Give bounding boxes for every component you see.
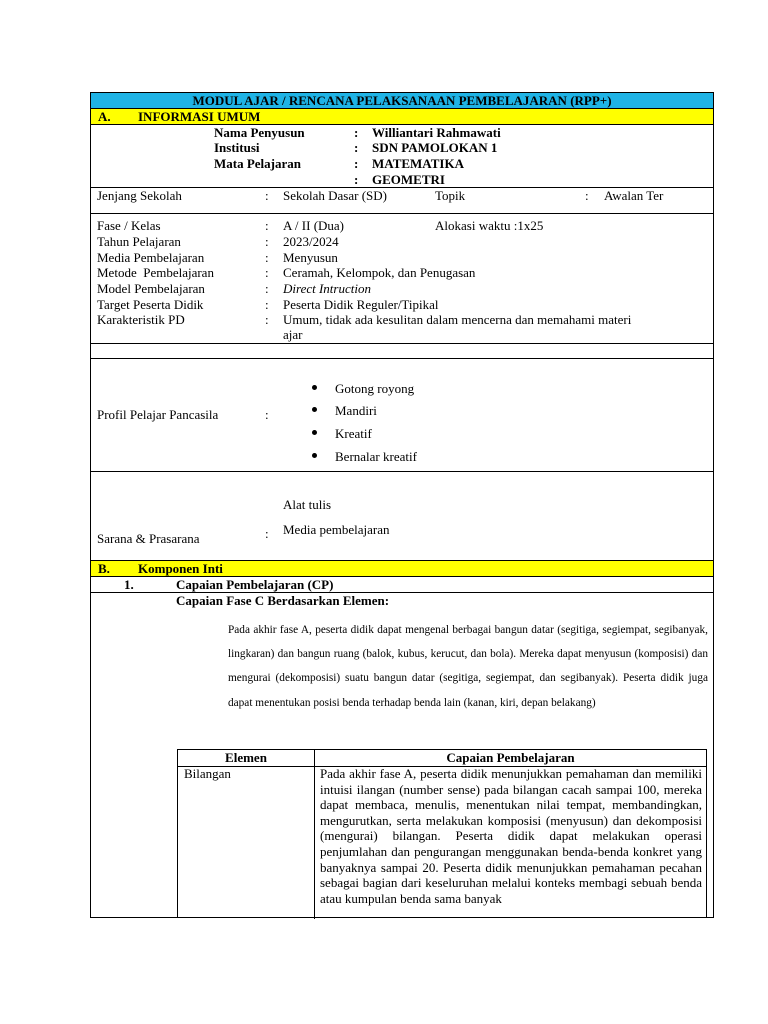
table-header-elemen: Elemen <box>225 750 267 765</box>
jenjang-row <box>91 188 713 214</box>
nama-penyusun-sep: : <box>354 125 359 140</box>
media-sep: : <box>265 250 269 265</box>
profil-label: Profil Pelajar Pancasila <box>97 407 219 422</box>
model-sep: : <box>265 281 269 296</box>
profil-item: Bernalar kreatif <box>335 449 417 464</box>
cp-number: 1. <box>124 577 134 592</box>
media-row <box>91 250 713 266</box>
institusi-sep: : <box>354 140 359 155</box>
tahun-label: Tahun Pelajaran <box>97 234 181 249</box>
model-value: Direct Intruction <box>283 281 371 296</box>
jenjang-value: Sekolah Dasar (SD) <box>283 188 387 203</box>
metode-value: Ceramah, Kelompok, dan Penugasan <box>283 265 476 280</box>
target-value: Peserta Didik Reguler/Tipikal <box>283 297 439 312</box>
profil-item: Kreatif <box>335 426 372 441</box>
target-label: Target Peserta Didik <box>97 297 204 312</box>
cp-paragraph: Pada akhir fase A, peserta didik dapat mengenal berbagai bangun datar (segitiga, segiempat, segibanyak, lingkaran) dan bangun ruang (balok, kubus, kerucut, dan bola). Mereka dapat menyusun (komposisi) dan mengurai (dekomposisi) suatu bangun datar (segitiga, segiempat, dan segibanyak). Peserta didik juga dapat menentukan posisi benda terhadap benda lain (kanan, kiri, depan belakang) <box>228 624 708 709</box>
sarana-sep: : <box>265 526 269 541</box>
fase-value: A / II (Dua) <box>283 218 345 233</box>
model-label: Model Pembelajaran <box>97 281 205 296</box>
tahun-sep: : <box>265 234 269 249</box>
fase-sep: : <box>265 218 269 233</box>
karakteristik-line1: Umum, tidak ada kesulitan dalam mencerna dan memahami materi <box>283 312 632 327</box>
institusi-value: SDN PAMOLOKAN 1 <box>372 140 498 155</box>
sub-pelajaran-sep: : <box>354 172 359 187</box>
profil-row <box>91 359 713 472</box>
sarana-item: Alat tulis <box>283 497 332 512</box>
cp-subtitle: Capaian Fase C Berdasarkan Elemen: <box>176 593 390 608</box>
karakteristik-sep: : <box>265 312 269 327</box>
mata-pelajaran-label: Mata Pelajaran <box>214 156 302 171</box>
tahun-row <box>91 234 713 250</box>
metode-label: Metode Pembelajaran <box>97 265 214 280</box>
mata-pelajaran-value: MATEMATIKA <box>372 156 464 171</box>
cp-heading-row <box>91 577 713 593</box>
model-row <box>91 281 713 297</box>
karakteristik-row <box>91 312 713 344</box>
profil-item: Mandiri <box>335 403 377 418</box>
sarana-row <box>91 472 713 561</box>
profil-item: Gotong royong <box>335 381 415 396</box>
alokasi-waktu: Alokasi waktu :1x25 <box>435 218 544 233</box>
empty-row <box>91 344 713 359</box>
section-b-title: Komponen Inti <box>138 561 223 576</box>
cp-title: Capaian Pembelajaran (CP) <box>176 577 334 592</box>
jenjang-label: Jenjang Sekolah <box>97 188 182 203</box>
metode-row <box>91 265 713 281</box>
media-value: Menyusun <box>283 250 338 265</box>
table-cell-elemen: Bilangan <box>184 766 231 781</box>
karakteristik-label: Karakteristik PD <box>97 312 185 327</box>
table-cell-capaian: Pada akhir fase A, peserta didik menunjukkan pemahaman dan memiliki intuisi ilangan (number sense) pada bilangan cacah sampai 100, mereka dapat membaca, menulis, menentukan nilai tempat, membandingkan, mengurutkan, serta melakukan komposisi (menyusun) dan dekomposisi (mengurai) bilangan. Peserta didik dapat melakukan operasi penjumlahan dan pengurangan menggunakan benda-benda konkret yang banyaknya sampai 20. Peserta didik menunjukkan pemahaman pecahan sebagai bagian dari keseluruhan melalui konteks membagi sebuah benda atau kumpulan benda sama banyak <box>320 766 702 906</box>
sarana-item: Media pembelajaran <box>283 522 390 537</box>
header-fields <box>91 125 713 188</box>
profil-sep: : <box>265 407 269 422</box>
karakteristik-line2: ajar <box>283 327 303 342</box>
bullet-icon <box>312 453 317 458</box>
section-a-band <box>91 109 713 125</box>
institusi-label: Institusi <box>214 140 260 155</box>
section-b-band <box>91 561 713 577</box>
nama-penyusun-label: Nama Penyusun <box>214 125 305 140</box>
fase-label: Fase / Kelas <box>97 218 161 233</box>
table-header-capaian: Capaian Pembelajaran <box>446 750 575 765</box>
tahun-value: 2023/2024 <box>283 234 339 249</box>
bullet-icon <box>312 407 317 412</box>
media-label: Media Pembelajaran <box>97 250 205 265</box>
topik-value: Awalan Ter <box>604 188 664 203</box>
bullet-icon <box>312 430 317 435</box>
fase-row <box>91 218 713 234</box>
target-row <box>91 297 713 313</box>
table-column-divider <box>314 750 315 919</box>
sarana-label: Sarana & Prasarana <box>97 531 200 546</box>
section-b-letter: B. <box>98 561 110 576</box>
topik-label: Topik <box>435 188 466 203</box>
section-a-title: INFORMASI UMUM <box>138 109 261 124</box>
nama-penyusun-value: Williantari Rahmawati <box>372 125 501 140</box>
metode-sep: : <box>265 265 269 280</box>
bullet-icon <box>312 385 317 390</box>
title-band <box>91 93 713 109</box>
section-a-letter: A. <box>98 109 111 124</box>
topik-sep: : <box>585 188 589 203</box>
mata-pelajaran-sep: : <box>354 156 359 171</box>
elemen-table <box>177 749 707 918</box>
rpp-document <box>90 92 714 918</box>
sub-pelajaran-value: GEOMETRI <box>372 172 445 187</box>
jenjang-sep: : <box>265 188 269 203</box>
document-title: MODUL AJAR / RENCANA PELAKSANAAN PEMBELAJARAN (RPP+) <box>192 93 612 108</box>
target-sep: : <box>265 297 269 312</box>
